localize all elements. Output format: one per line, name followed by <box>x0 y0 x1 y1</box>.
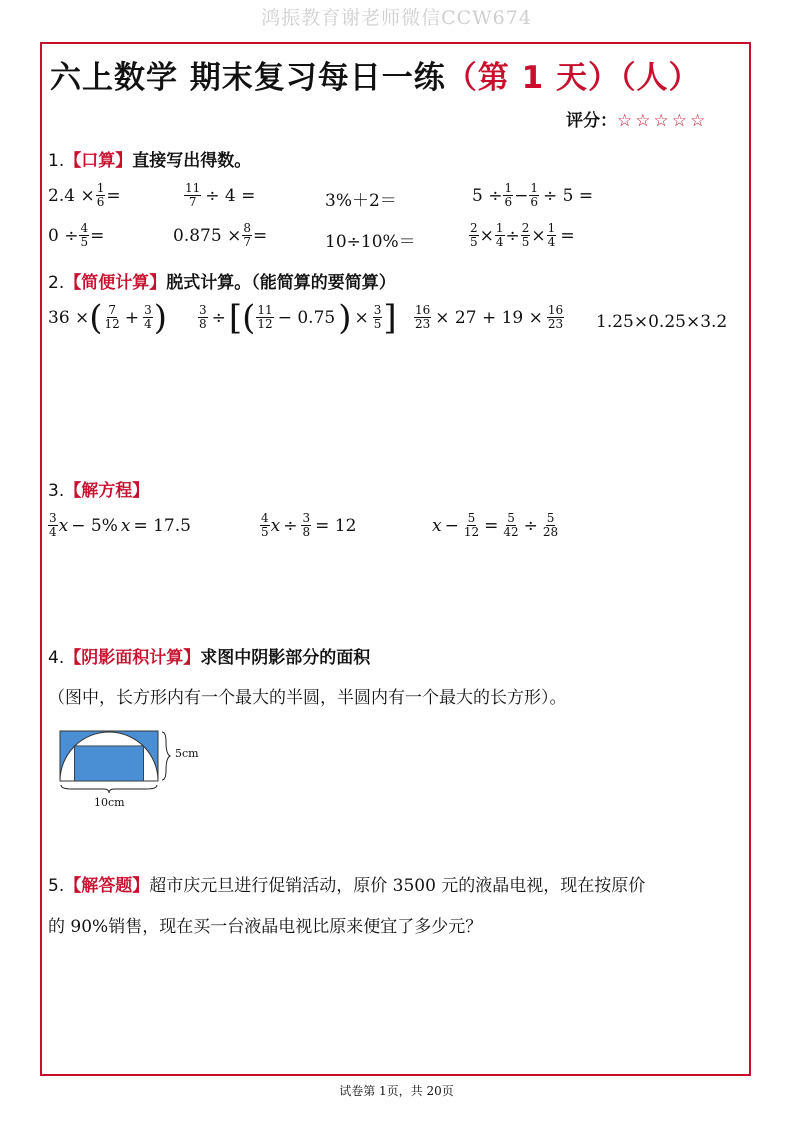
numerator: 2 <box>521 221 530 235</box>
expr-part: ÷ 5 = <box>543 185 594 206</box>
watermark: 鸿振教育谢老师微信CCW674 <box>261 7 532 29</box>
oral-expr-5 <box>48 222 104 249</box>
numerator: 16 <box>415 303 431 317</box>
section-5-heading <box>48 871 645 896</box>
oral-expr-4 <box>472 182 596 209</box>
expr-part: ÷ <box>283 515 298 536</box>
title-day: （第 1 天） <box>445 60 620 96</box>
denominator: 7 <box>243 235 251 249</box>
score-label: 评分： <box>566 111 617 131</box>
page-title <box>50 52 700 97</box>
oral-expr-7 <box>325 227 416 252</box>
section-4-description: （图中，长方形内有一个最大的半圆，半圆内有一个最大的长方形）。 <box>48 688 567 708</box>
fraction <box>521 222 531 249</box>
oral-expr-6 <box>173 222 267 249</box>
expr-part: × <box>531 225 546 246</box>
section-1-heading <box>48 146 251 171</box>
paren: ) <box>338 297 352 338</box>
denominator: 5 <box>373 317 382 331</box>
denominator: 12 <box>463 525 480 539</box>
numerator: 7 <box>108 303 116 317</box>
variable: x <box>120 515 131 536</box>
numerator: 11 <box>257 303 273 317</box>
numerator: 5 <box>467 511 476 525</box>
score-stars-icon: ☆☆☆☆☆ <box>617 111 709 131</box>
section-3-heading <box>48 476 149 501</box>
denominator: 23 <box>547 317 564 331</box>
numerator: 3 <box>302 511 311 525</box>
denominator: 28 <box>542 525 559 539</box>
fraction <box>542 512 559 539</box>
numerator: 3 <box>144 303 152 317</box>
fraction <box>104 304 121 331</box>
paren: ) <box>153 297 167 338</box>
section-number: 4. <box>48 648 65 668</box>
section-tag: 【简便计算】 <box>64 273 167 293</box>
oral-expr-1 <box>48 182 121 209</box>
paren: ( <box>242 297 256 338</box>
numerator: 3 <box>199 303 207 317</box>
fraction <box>503 182 513 209</box>
variable: x <box>432 515 442 536</box>
expr-part: × <box>479 225 494 246</box>
oral-expr-3 <box>325 186 397 211</box>
numerator: 1 <box>547 221 556 235</box>
fraction <box>502 512 519 539</box>
denominator: 8 <box>199 317 207 331</box>
section-tag: 【解方程】 <box>64 481 150 501</box>
fraction <box>495 222 505 249</box>
width-label: 10cm <box>94 796 125 809</box>
oral-expr-8 <box>468 222 578 249</box>
numerator: 5 <box>546 511 555 525</box>
section-text: 直接写出得数。 <box>132 151 252 171</box>
problem-text-line-1: 超市庆元旦进行促销活动，原价 3500 元的液晶电视，现在按原价 <box>149 876 646 896</box>
section-4-heading <box>48 643 370 668</box>
expr-part: − <box>444 515 459 536</box>
calc-expr-3 <box>413 304 565 331</box>
denominator: 6 <box>96 195 105 209</box>
expr-part: = <box>484 515 499 536</box>
numerator: 4 <box>261 511 269 525</box>
fraction <box>469 222 479 249</box>
expr-part: − 5% <box>71 515 118 536</box>
section-number: 2. <box>48 273 65 293</box>
expr-part: = 17.5 <box>133 515 191 536</box>
expr-part: = <box>106 185 121 206</box>
calc-expr-1 <box>48 297 167 338</box>
expr-part: − 0.75 <box>277 307 336 328</box>
calc-expr-2 <box>197 297 397 338</box>
numerator: 8 <box>243 221 251 235</box>
denominator: 4 <box>547 235 556 249</box>
denominator: 5 <box>261 525 269 539</box>
fraction <box>256 304 273 331</box>
expr-part: = 12 <box>315 515 357 536</box>
width-brace <box>61 785 157 793</box>
denominator: 12 <box>104 317 120 331</box>
denominator: 5 <box>521 235 530 249</box>
fraction <box>547 304 564 331</box>
fraction <box>414 304 431 331</box>
bracket: ] <box>383 297 397 338</box>
bracket: [ <box>228 297 243 338</box>
numerator: 1 <box>504 181 513 195</box>
numerator: 16 <box>547 303 564 317</box>
section-number: 1. <box>48 151 65 171</box>
section-2-heading <box>48 268 396 293</box>
expr-part: = <box>560 225 575 246</box>
paren: ( <box>89 297 103 338</box>
variable: x <box>270 515 281 536</box>
expr-part: 10÷10%＝ <box>325 232 416 252</box>
expr-part: = <box>90 225 105 246</box>
fraction <box>198 304 208 331</box>
expr-part: 2.4 × <box>48 185 95 206</box>
section-tag: 【阴影面积计算】 <box>64 648 201 668</box>
equation-2 <box>259 512 359 539</box>
height-label: 5cm <box>175 747 199 760</box>
fraction <box>529 182 539 209</box>
expr-part: ÷ <box>523 515 538 536</box>
section-number: 5. <box>48 876 65 896</box>
expr-part: ÷ <box>505 225 520 246</box>
denominator: 23 <box>415 317 431 331</box>
expr-part: − <box>514 185 529 206</box>
fraction <box>184 182 201 209</box>
expr-part: × <box>354 307 369 328</box>
fraction <box>48 512 58 539</box>
expr-part: ÷ 4 = <box>205 185 256 206</box>
denominator: 12 <box>257 317 273 331</box>
numerator: 3 <box>49 511 57 525</box>
expr-part: 5 ÷ <box>472 185 503 206</box>
numerator: 3 <box>373 303 382 317</box>
numerator: 5 <box>507 511 515 525</box>
fraction <box>96 182 106 209</box>
height-brace <box>162 732 170 780</box>
denominator: 8 <box>302 525 311 539</box>
expr-part: = <box>252 225 268 246</box>
equation-1 <box>47 512 194 539</box>
numerator: 11 <box>185 181 201 195</box>
shaded-area-figure <box>48 726 218 812</box>
section-tag: 【口算】 <box>64 151 133 171</box>
numerator: 4 <box>80 221 89 235</box>
denominator: 4 <box>49 525 57 539</box>
calc-expr-4 <box>596 312 727 332</box>
fraction <box>463 512 480 539</box>
numerator: 1 <box>530 181 538 195</box>
numerator: 2 <box>470 221 478 235</box>
expr-part: + <box>124 307 140 328</box>
denominator: 4 <box>144 317 152 331</box>
fraction <box>143 304 153 331</box>
section-tag: 【解答题】 <box>64 876 150 896</box>
fraction <box>260 512 270 539</box>
expr-part: 0.875 × <box>173 225 242 246</box>
numerator: 1 <box>96 181 105 195</box>
fraction <box>79 222 89 249</box>
denominator: 6 <box>530 195 538 209</box>
score <box>566 106 708 131</box>
denominator: 4 <box>495 235 504 249</box>
numerator: 1 <box>495 221 504 235</box>
fraction <box>301 512 311 539</box>
expr-part: ÷ <box>211 307 226 328</box>
denominator: 5 <box>80 235 89 249</box>
expr-part: 1.25×0.25×3.2 <box>596 312 728 332</box>
fraction <box>373 304 383 331</box>
oral-expr-2 <box>183 182 258 209</box>
equation-3 <box>432 512 560 539</box>
denominator: 42 <box>503 525 519 539</box>
section-text: 脱式计算。（能简算的要简算） <box>166 273 396 293</box>
denominator: 7 <box>188 195 197 209</box>
denominator: 6 <box>504 195 513 209</box>
title-main: 六上数学 期末复习每日一练 <box>50 60 446 96</box>
section-text: 求图中阴影部分的面积 <box>200 648 371 668</box>
fraction <box>547 222 557 249</box>
expr-part: 0 ÷ <box>48 225 79 246</box>
page-footer: 试卷第 1页，共 20页 <box>339 1084 454 1098</box>
problem-text-line-2: 的 90%销售，现在买一台液晶电视比原来便宜了多少元？ <box>48 917 483 937</box>
variable: x <box>58 515 69 536</box>
expr-part: × 27 + 19 × <box>435 307 543 328</box>
section-number: 3. <box>48 481 65 501</box>
title-edition: （人） <box>619 60 701 96</box>
expr-part: 36 × <box>48 307 90 328</box>
denominator: 5 <box>470 235 478 249</box>
inner-rectangle <box>74 746 143 781</box>
expr-part: 3%＋2＝ <box>325 191 397 211</box>
fraction <box>242 222 252 249</box>
